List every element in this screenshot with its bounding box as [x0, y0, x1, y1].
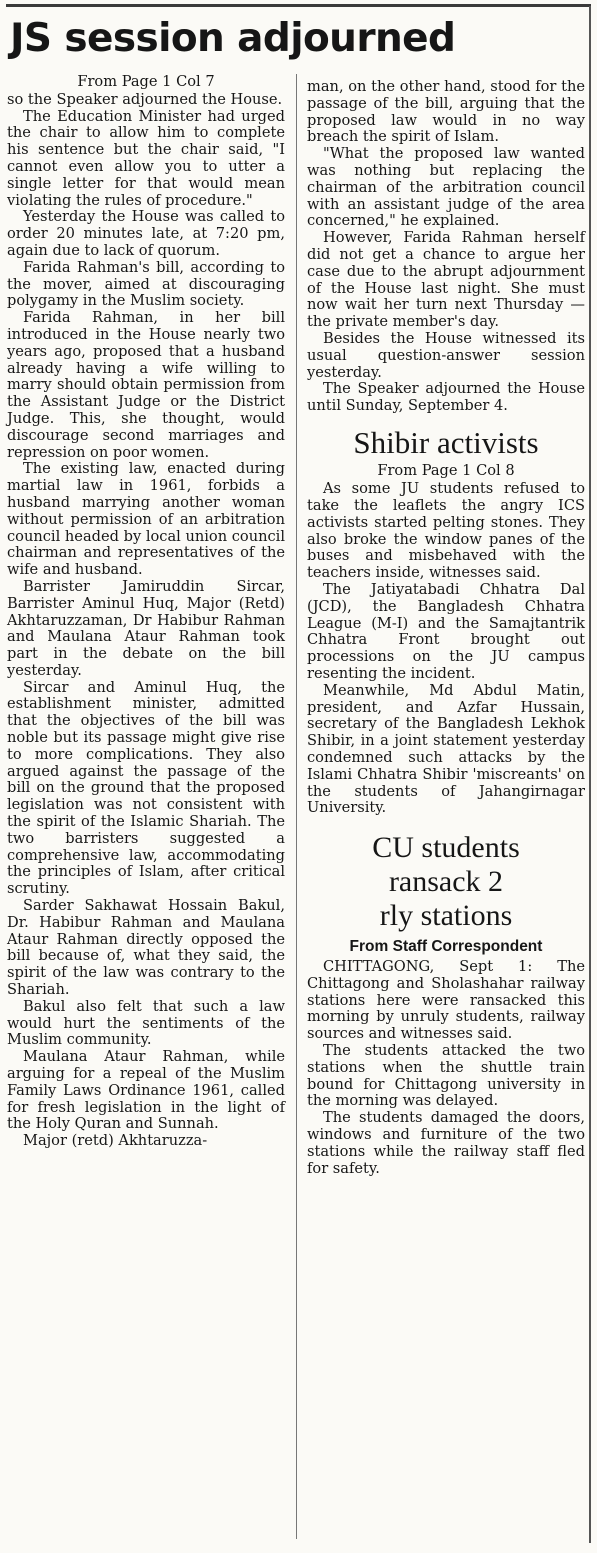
column-divider: [296, 74, 297, 1539]
article-paragraph: However, Farida Rahman herself did not get a chance to argue her case due to the abrupt adjournment of the House last night. She must now wait her turn next Thursday — the private member's day.: [307, 229, 585, 331]
cu-headline-line: CU students: [372, 831, 520, 865]
shibir-byline: From Page 1 Col 8: [377, 462, 515, 480]
article-paragraph: As some JU students refused to take the leaflets the angry ICS activists started pelting stones. They also broke the window panes of the buses and misbehaved with the teachers inside, witnesses said.: [307, 480, 585, 582]
article-paragraph: Barrister Jamiruddin Sircar, Barrister Aminul Huq, Major (Retd) Akhtaruzzaman, Dr Habibur Rahman and Maulana Ataur Rahman took part in the debate on the bill yesterday.: [7, 577, 285, 679]
article-paragraph: The Jatiyatabadi Chhatra Dal (JCD), the Bangladesh Chhatra League (M-I) and the Samajtantrik Chhatra Front brought out processions on the JU campus resenting the incident.: [307, 581, 585, 683]
left-column: [7, 74, 285, 1150]
article-paragraph: The Education Minister had urged the chair to allow him to complete his sentence but the chair said, "I cannot even allow you to utter a single letter for that would mean violating the rules of procedure.": [7, 107, 285, 209]
article-paragraph: Maulana Ataur Rahman, while arguing for a repeal of the Muslim Family Laws Ordinance 1961, called for fresh legislation in the light of the Holy Quran and Sunnah.: [7, 1048, 285, 1133]
article-paragraph: Farida Rahman, in her bill introduced in the House nearly two years ago, proposed that a husband already having a wife willing to marry should obtain permission from the Assistant Judge or the District Judge. This, she thought, would discourage second marriages and repression on poor women.: [7, 309, 285, 461]
top-rule: [6, 4, 591, 7]
jump-byline: From Page 1 Col 7: [77, 73, 215, 90]
cu-headline-line: ransack 2: [388, 865, 504, 899]
main-headline: JS session adjourned: [10, 16, 456, 61]
right-border-rule: [589, 6, 591, 1543]
article-paragraph: Yesterday the House was called to order 20 minutes late, at 7:20 pm, again due to lack of quorum.: [7, 208, 285, 259]
article-paragraph: The Speaker adjourned the House until Sunday, September 4.: [307, 380, 585, 415]
article-paragraph: The existing law, enacted during martial law in 1961, forbids a husband marrying another woman without permission of an arbitration council headed by local union council chairman and representatives of the wife and husband.: [7, 460, 286, 579]
shibir-headline: Shibir activists: [353, 424, 539, 460]
article-paragraph: Sircar and Aminul Huq, the establishment minister, admitted that the objectives of the bill was noble but its passage might give rise to more complications. They also argued against the passage of the bill on the ground that the proposed legislation was not consistent with the spirit of the Islamic Shariah. The two barristers suggested a comprehensive law, accommodating the principles of Islam, after critical scrutiny.: [7, 678, 285, 898]
article-paragraph: "What the proposed law wanted was nothing but replacing the chairman of the arbitration council with an assistant judge of the area concerned," he explained.: [307, 145, 585, 230]
article-paragraph: Sarder Sakhawat Hossain Bakul, Dr. Habibur Rahman and Maulana Ataur Rahman directly opposed the bill because of, what they said, the spirit of the law was contrary to the Shariah.: [7, 897, 285, 999]
article-paragraph: so the Speaker adjourned the House.: [7, 90, 283, 108]
cu-headline: [307, 831, 585, 933]
article-paragraph: Bakul also felt that such a law would hurt the sentiments of the Muslim community.: [7, 997, 285, 1049]
cu-headline-line: rly stations: [379, 899, 513, 933]
article-paragraph: man, on the other hand, stood for the passage of the bill, arguing that the proposed law would in no way breach the spirit of Islam.: [307, 78, 585, 146]
article-paragraph: CHITTAGONG, Sept 1: The Chittagong and Sholashahar railway stations here were ransacked this morning by unruly students, railway sources and witnesses said.: [307, 958, 585, 1043]
article-paragraph: Meanwhile, Md Abdul Matin, president, and Azfar Hussain, secretary of the Bangladesh Lekhok Shibir, in a joint statement yesterday condemned such attacks by the Islami Chhatra Shibir 'miscreants' on the students of Jahangirnagar University.: [307, 681, 585, 817]
article-paragraph: Farida Rahman's bill, according to the mover, aimed at discouraging polygamy in the Muslim society.: [7, 258, 285, 310]
article-paragraph: Besides the House witnessed its usual question-answer session yesterday.: [307, 329, 585, 381]
staff-byline: From Staff Correspondent: [349, 938, 543, 956]
article-paragraph: The students attacked the two stations when the shuttle train bound for Chittagong university in the morning was delayed.: [307, 1042, 585, 1110]
article-paragraph: Major (retd) Akhtaruzza-: [23, 1132, 208, 1150]
right-column: [307, 79, 585, 1177]
article-paragraph: The students damaged the doors, windows and furniture of the two stations while the railway staff fled for safety.: [307, 1109, 585, 1177]
